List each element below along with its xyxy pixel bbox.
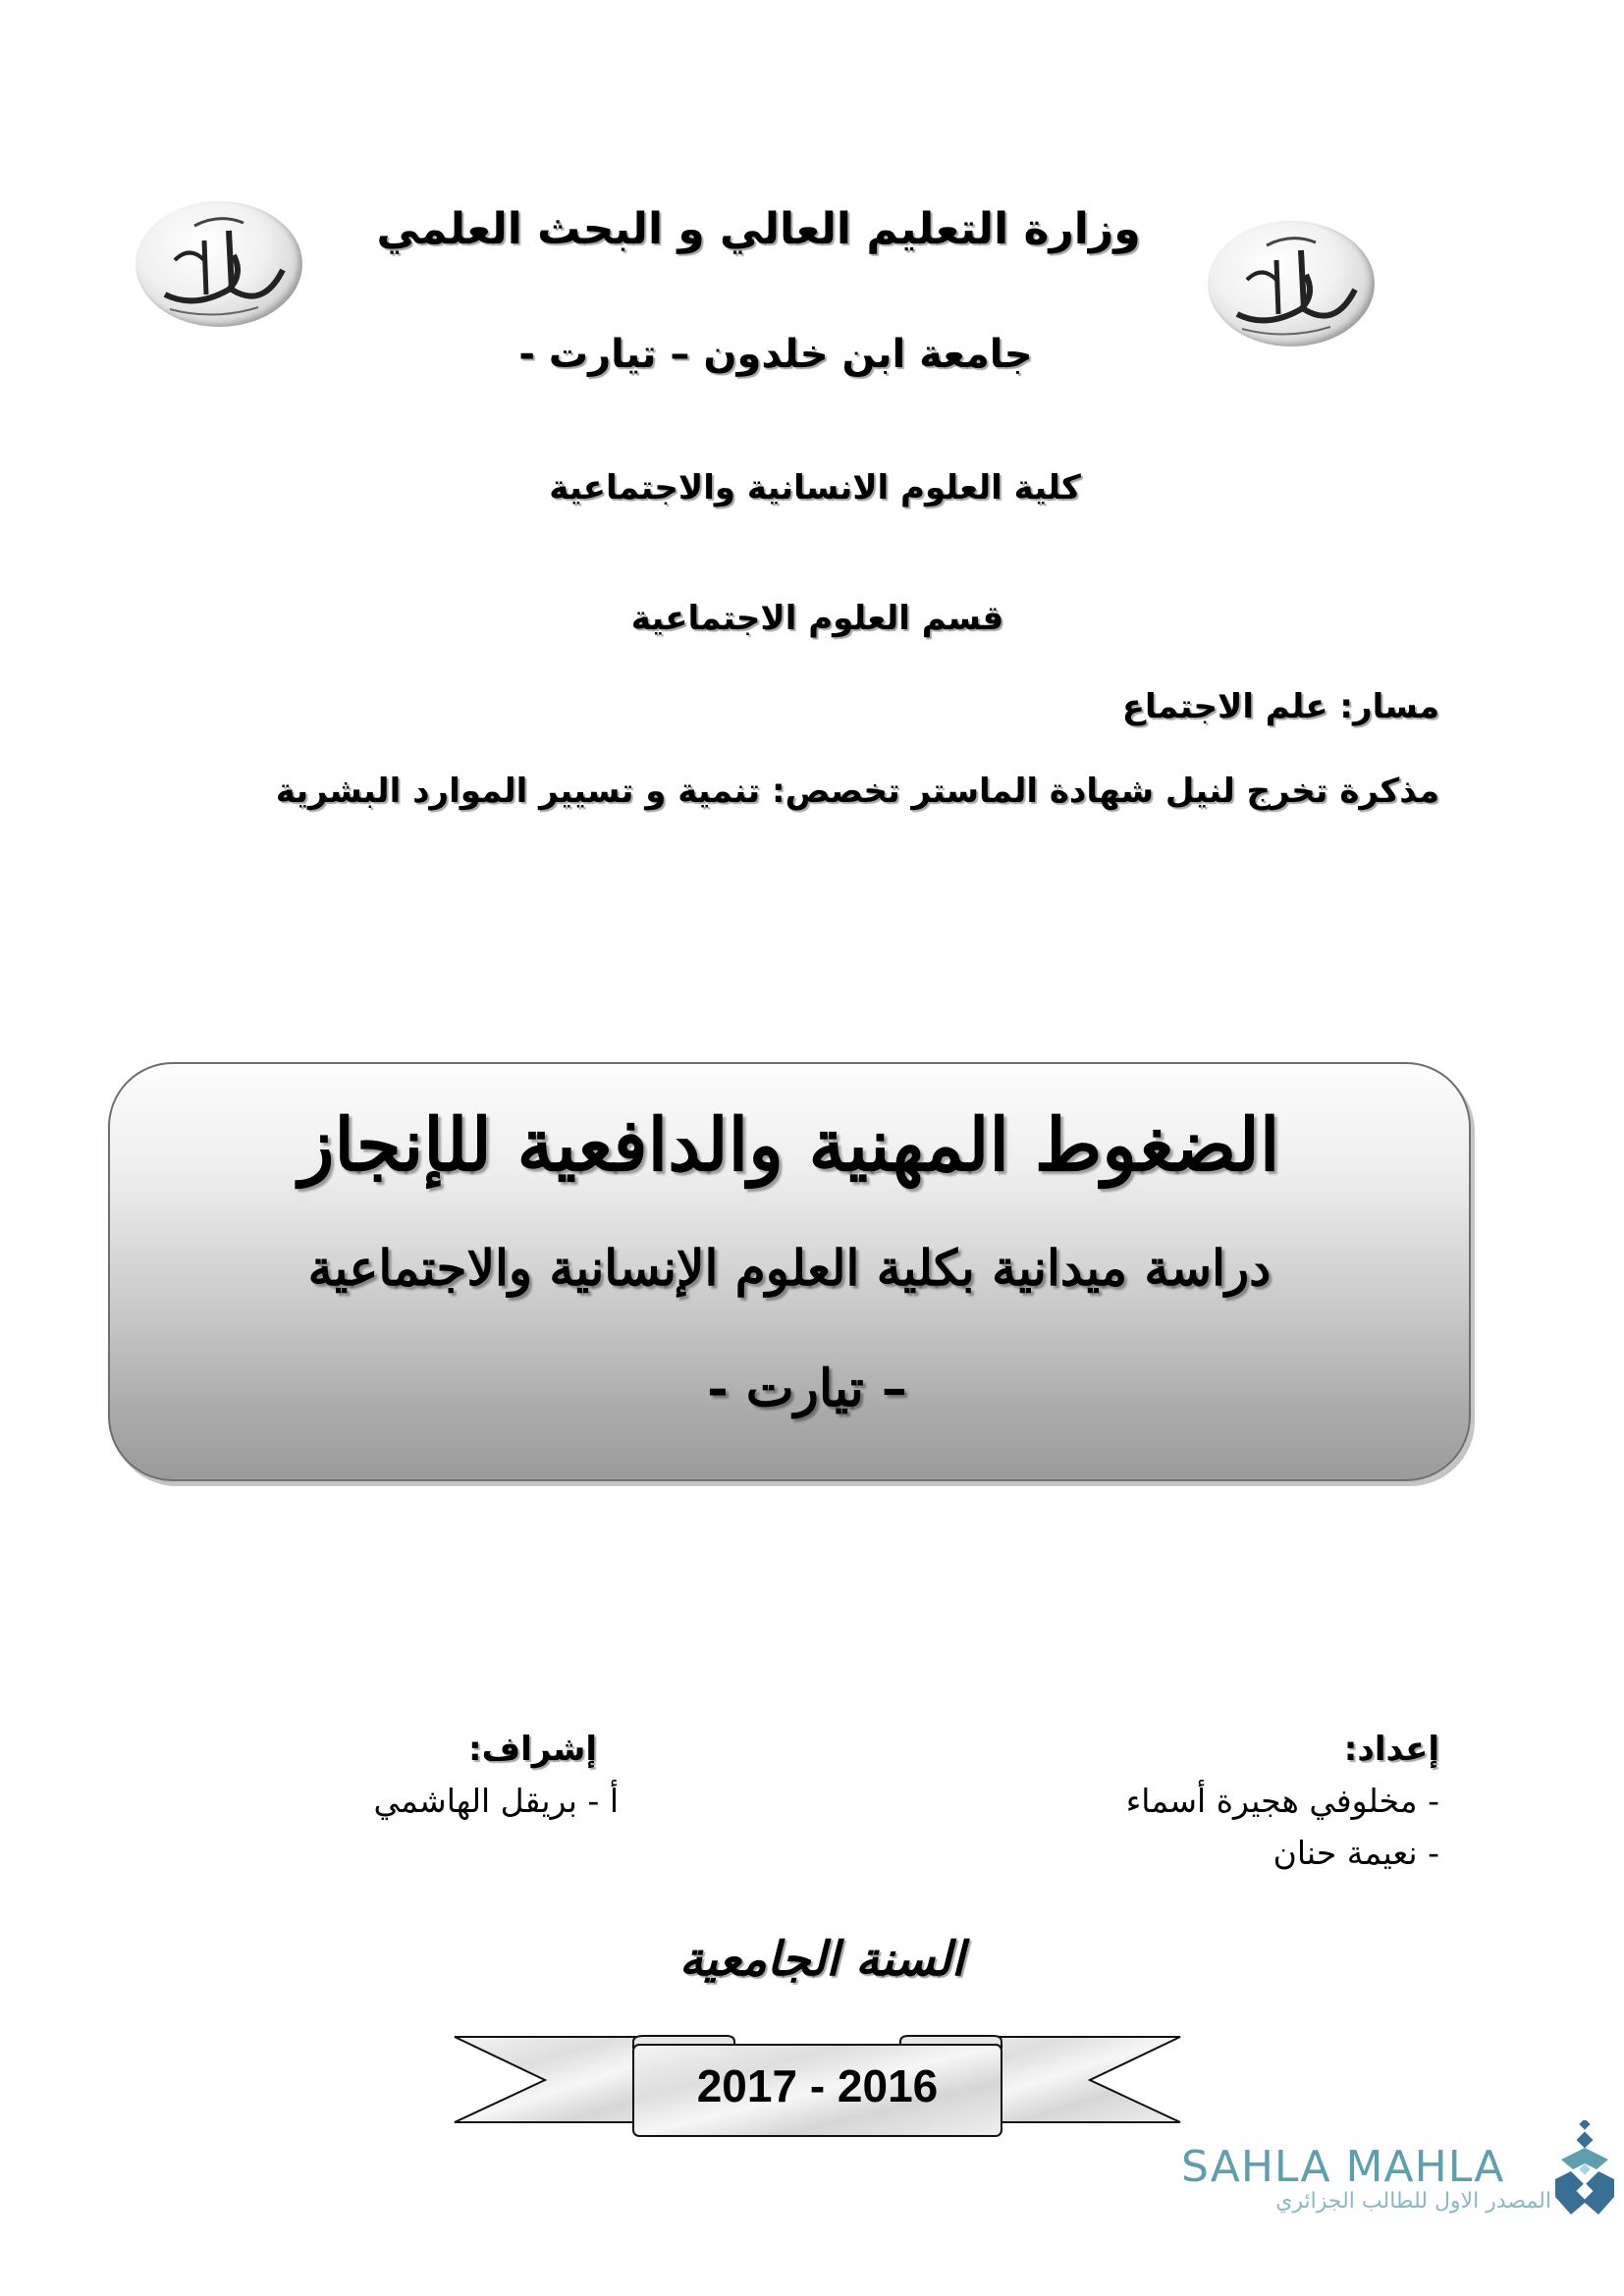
degree-line: مذكرة تخرج لنيل شهادة الماستر تخصص: تنمية و تسيير الموارد البشرية — [275, 772, 1439, 811]
track-line: مسار: علم الاجتماع — [1121, 687, 1439, 726]
academic-year-label: السنة الجامعية — [678, 1932, 965, 1987]
academic-year-ribbon — [452, 2032, 1183, 2142]
faculty-name: كلية العلوم الانسانية والاجتماعية — [549, 468, 1081, 507]
sahla-mahla-logo-icon — [1551, 2120, 1622, 2218]
student-name-1: - مخلوفي هجيرة أسماء — [1125, 1782, 1439, 1820]
watermark-title: SAHLA MAHLA — [1181, 2142, 1505, 2192]
thesis-city: – تيارت - — [707, 1359, 907, 1418]
supervisor-name: أ - بريقل الهاشمي — [373, 1782, 619, 1820]
thesis-title-box — [108, 1062, 1471, 1481]
prepared-by-label: إعداد: — [1343, 1730, 1439, 1769]
academic-year-value: 2017 - 2016 — [696, 2060, 939, 2111]
thesis-subtitle: دراسة ميدانية بكلية العلوم الإنسانية والاجتماعية — [307, 1239, 1272, 1297]
department-name: قسم العلوم الاجتماعية — [630, 599, 1004, 638]
supervision-label: إشراف: — [468, 1730, 597, 1769]
student-name-2: - نعيمة حنان — [1272, 1834, 1439, 1872]
university-name: جامعة ابن خلدون – تيارت - — [518, 332, 1033, 377]
thesis-title: الضغوط المهنية والدافعية للإنجاز — [298, 1103, 1280, 1188]
ministry-heading: وزارة التعليم العالي و البحث العلمي — [376, 204, 1141, 254]
watermark-subtitle: المصدر الاول للطالب الجزائري — [1275, 2189, 1551, 2214]
sahla-mahla-watermark — [1173, 2120, 1624, 2223]
